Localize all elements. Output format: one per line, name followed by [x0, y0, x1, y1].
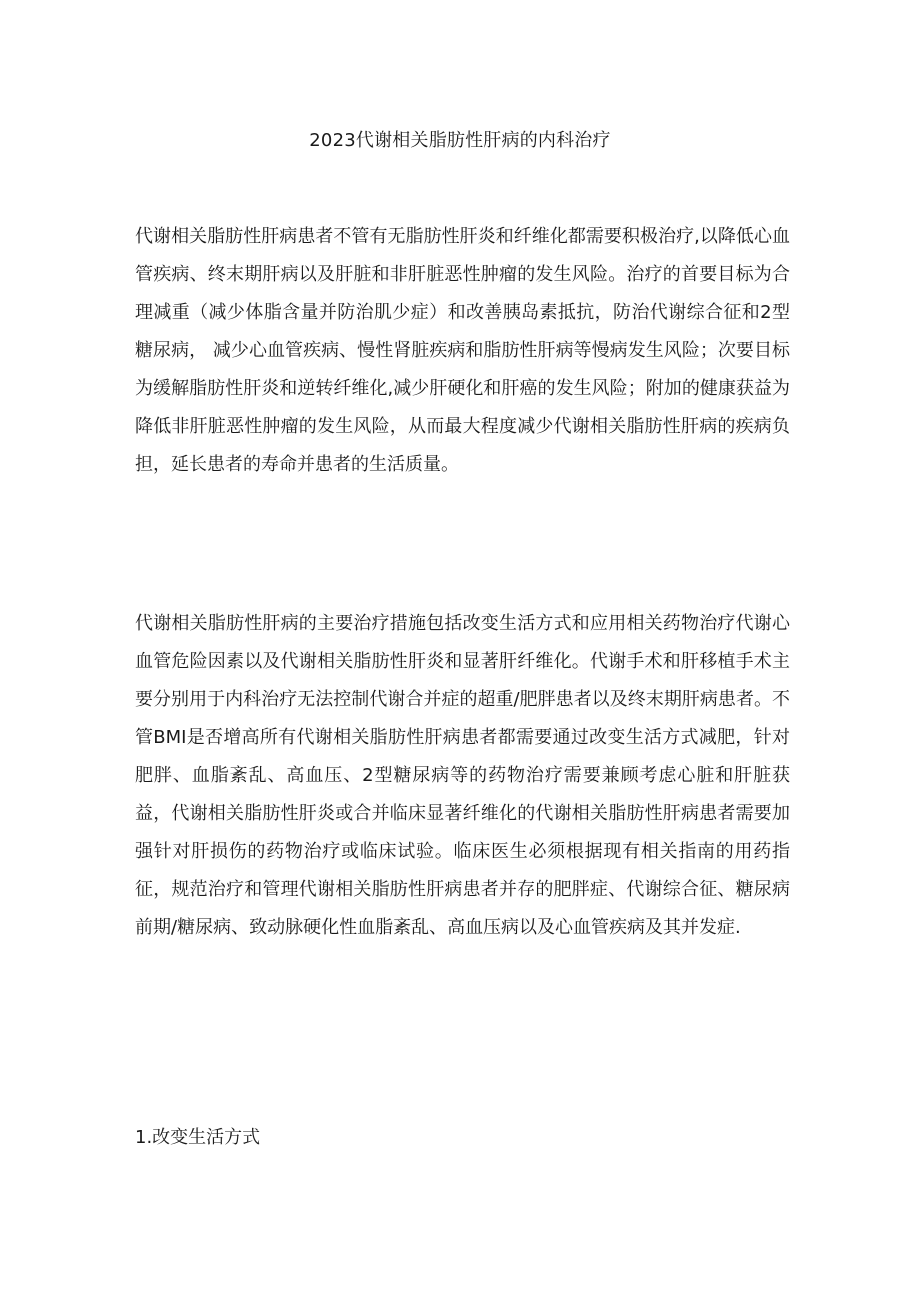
section-heading-lifestyle: 1.改变生活方式 [135, 1127, 261, 1148]
document-title: 2023代谢相关脂肪性肝病的内科治疗 [309, 130, 611, 151]
paragraph-treatment-measures: 代谢相关脂肪性肝病的主要治疗措施包括改变生活方式和应用相关药物治疗代谢心血管危险因素以及代谢相关脂肪性肝炎和显著肝纤维化。代谢手术和肝移植手术主要分别用于内科治疗无法控制代谢合并症的超重/肥胖患者以及终末期肝病患者。不管BMI是否增高所有代谢相关脂肪性肝病患者都需要通过改变生活方式减肥，针对肥胖、血脂紊乱、高血压、2型糖尿病等的药物治疗需要兼顾考虑心脏和肝脏获益，代谢相关脂肪性肝炎或合并临床显著纤维化的代谢相关脂肪性肝病患者需要加强针对肝损伤的药物治疗或临床试验。临床医生必须根据现有相关指南的用药指征，规范治疗和管理代谢相关脂肪性肝病患者并存的肥胖症、代谢综合征、糖尿病前期/糖尿病、致动脉硬化性血脂紊乱、高血压病以及心血管疾病及其并发症. [135, 613, 790, 938]
paragraph-treatment-goals: 代谢相关脂肪性肝病患者不管有无脂肪性肝炎和纤维化都需要积极治疗,以降低心血管疾病、终末期肝病以及肝脏和非肝脏恶性肿瘤的发生风险。治疗的首要目标为合理减重（减少体脂含量并防治肌少症）和改善胰岛素抵抗，防治代谢综合征和2型糖尿病， 减少心血管疾病、慢性肾脏疾病和脂肪性肝病等慢病发生风险；次要目标为缓解脂肪性肝炎和逆转纤维化,减少肝硬化和肝癌的发生风险；附加的健康获益为降低非肝脏恶性肿瘤的发生风险，从而最大程度减少代谢相关脂肪性肝病的疾病负担，延长患者的寿命并患者的生活质量。 [135, 226, 790, 475]
